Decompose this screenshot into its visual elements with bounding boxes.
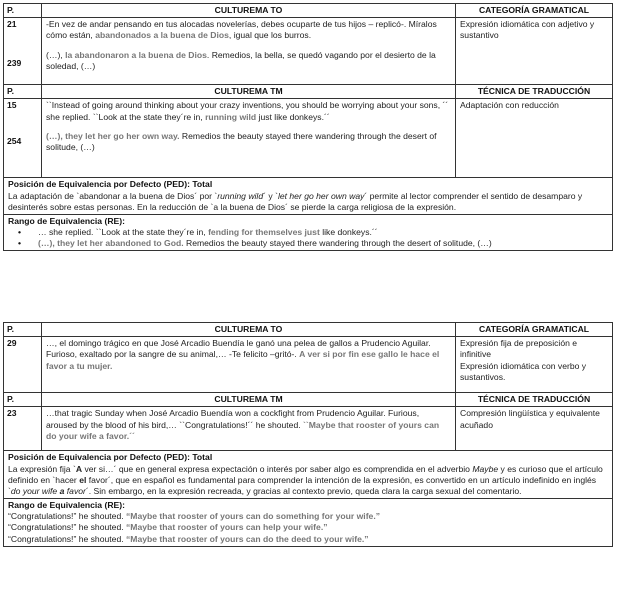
col-categoria-header: CATEGORÍA GRAMATICAL — [478, 5, 590, 15]
col-tecnica-header: TÉCNICA DE TRADUCCIÓN — [477, 394, 591, 405]
table-2-to-row — [4, 337, 612, 393]
table-1-to-row — [4, 18, 612, 85]
table-2-re — [4, 499, 612, 546]
text: a — [59, 485, 65, 496]
text: ´ y ` — [263, 190, 278, 201]
table-1-re — [4, 215, 612, 251]
highlight: “Maybe that rooster of yours can do the deed to your wife.” — [126, 533, 369, 544]
highlight: (…), they let her abandoned to God. — [38, 238, 184, 249]
text: el — [79, 474, 87, 485]
page-number: 29 — [7, 338, 17, 349]
table-2-header-to — [4, 323, 612, 337]
table-1-header-tm — [4, 85, 612, 99]
re-line — [8, 534, 608, 545]
text: … she replied. ``Look at the state they´re in, — [38, 227, 209, 238]
table-2-header-tm — [4, 393, 612, 407]
col-culturema-to-header: CULTUREMA TO — [42, 4, 456, 17]
text: Remedios the beauty stayed there wandering through the desert of solitude, (…) — [183, 238, 492, 249]
re-list — [8, 227, 608, 249]
text: La adaptación de `abandonar a la buena de Dios´ por ` — [8, 190, 218, 201]
list-item — [38, 238, 608, 249]
categoria-value: Expresión idiomática con adjetivo y sustantivo — [460, 19, 595, 41]
list-item — [38, 227, 608, 238]
ped-title: Posición de Equivalencia por Defecto (PED): Total — [8, 452, 213, 463]
text: (…), — [46, 49, 66, 60]
re-title: Rango de Equivalencia (RE): — [8, 500, 125, 511]
col-culturema-tm-header: CULTUREMA TM — [42, 85, 456, 98]
table-1 — [3, 3, 613, 251]
highlight: running wild — [205, 111, 257, 122]
col-p-header: P. — [4, 85, 42, 98]
text: running wild — [217, 190, 264, 201]
page-numbers — [4, 337, 42, 392]
text: y es curioso que el artículo definido en `hacer — [8, 463, 603, 485]
highlight: “Maybe that rooster of yours can do something for your wife.” — [126, 511, 381, 522]
page-number: 21 — [7, 19, 17, 30]
highlight: “Maybe that rooster of yours can help your wife.” — [126, 522, 328, 533]
text: , igual que los burros. — [228, 30, 312, 41]
highlight: (…), they let her go her own way. — [46, 130, 180, 141]
tecnica-value: Adaptación con reducción — [460, 100, 559, 111]
text: “Congratulations!” he shouted. — [8, 522, 126, 533]
ped-text — [8, 464, 608, 498]
table-1-ped — [4, 178, 612, 215]
col-p-header: P. — [4, 4, 42, 17]
text: favor´, que en español es fundamental para comprender la intención de la expresión, es convertido en un artículo indefinido en inglés ` — [8, 474, 597, 496]
text: A — [75, 463, 83, 474]
culturema-to-text — [42, 18, 456, 84]
col-culturema-to-header: CULTUREMA TO — [42, 323, 456, 336]
categoria-value: Expresión fija de preposición e infinitive Expresión idiomática con verbo y sustantivos. — [460, 338, 587, 382]
page-numbers — [4, 407, 42, 450]
culturema-tm-text — [42, 99, 456, 177]
table-2 — [3, 322, 613, 547]
page-number: 254 — [7, 135, 22, 146]
culturema-to-text — [42, 337, 456, 392]
text: ``Instead of going around thinking about your crazy inventions, you should be worrying about your sons, ´´ she replied. ``Look at the state they´re in, — [46, 100, 449, 122]
text: ´ permite al lector comprender el sentido de desamparo y desinterés sobre estas personas. En la reducción de `a la buena de Dios´ se pierde la carga religiosa de la expresión. — [8, 190, 583, 212]
table-1-tm-row — [4, 99, 612, 178]
re-line — [8, 511, 608, 522]
text: Maybe — [472, 463, 499, 474]
text: …that tragic Sunday when José Arcadio Buendía won a cockfight from Prudencio Aguilar. Furious, aroused by the blood of his bird,… ``Congratulations!´´ he shouted. — [46, 408, 420, 430]
highlight: fending for themselves just — [208, 227, 320, 238]
culturema-tm-text — [42, 407, 456, 450]
tecnica-value: Compresión lingüística y equivalente acuñado — [460, 408, 600, 430]
text: “Congratulations!” he shouted. — [8, 533, 126, 544]
text: La expresión fija ` — [8, 463, 76, 474]
page-numbers — [4, 99, 42, 177]
highlight: abandonados a la buena de Dios — [95, 30, 229, 41]
text: “Congratulations!” he shouted. — [8, 511, 126, 522]
text: just like donkeys.´´ — [256, 111, 330, 122]
text: ´. Sin embargo, en la expresión recreada, y gracias al contexto previo, queda clara la carga sexual del comentario. — [85, 485, 522, 496]
text: …, el domingo trágico en que José Arcadio Buendía le ganó una pelea de gallos a Prudencio Aguilar. Furioso, exaltado por la sangre de su animal,… -Te felicito –gritó-. — [46, 338, 431, 360]
re-title: Rango de Equivalencia (RE): — [8, 215, 125, 226]
ped-title: Posición de Equivalencia por Defecto (PED): Total — [8, 179, 213, 190]
page-numbers — [4, 18, 42, 84]
highlight: ``Maybe that rooster of yours can do your wife a favor.´´ — [46, 419, 440, 441]
text: . Remedios, la bella, se quedó vagando por el desierto de la soledad, (…) — [46, 49, 436, 71]
text: like donkeys.´´ — [319, 227, 378, 238]
table-2-ped — [4, 451, 612, 499]
text: ver si…´ que en general expresa expectación o interés por saber algo es comprendida en el adverbio — [82, 463, 473, 474]
ped-text — [8, 191, 608, 213]
text: Remedios the beauty stayed there wandering through the desert of solitude, (…) — [46, 130, 437, 152]
col-culturema-tm-header: CULTUREMA TM — [42, 393, 456, 406]
text: favor — [64, 485, 86, 496]
page-number: 15 — [7, 100, 17, 111]
page-number: 239 — [7, 58, 22, 69]
col-p-header: P. — [4, 323, 42, 336]
col-tecnica-header: TÉCNICA DE TRADUCCIÓN — [477, 86, 591, 97]
highlight: A ver si por fin ese gallo le hace el favor a tu mujer. — [46, 349, 440, 371]
highlight: la abandonaron a la buena de Dios — [65, 49, 207, 60]
text: do your wife — [10, 485, 60, 496]
table-1-header-to — [4, 4, 612, 18]
text: let her go her own way — [277, 190, 365, 201]
table-2-tm-row — [4, 407, 612, 451]
text: -En vez de andar pensando en tus alocadas novelerías, debes ocuparte de tus hijos – replicó-. Míralos cómo están, — [46, 19, 437, 41]
col-p-header: P. — [4, 393, 42, 406]
re-line — [8, 522, 608, 533]
page-number: 23 — [7, 408, 17, 419]
col-categoria-header: CATEGORÍA GRAMATICAL — [478, 324, 590, 334]
